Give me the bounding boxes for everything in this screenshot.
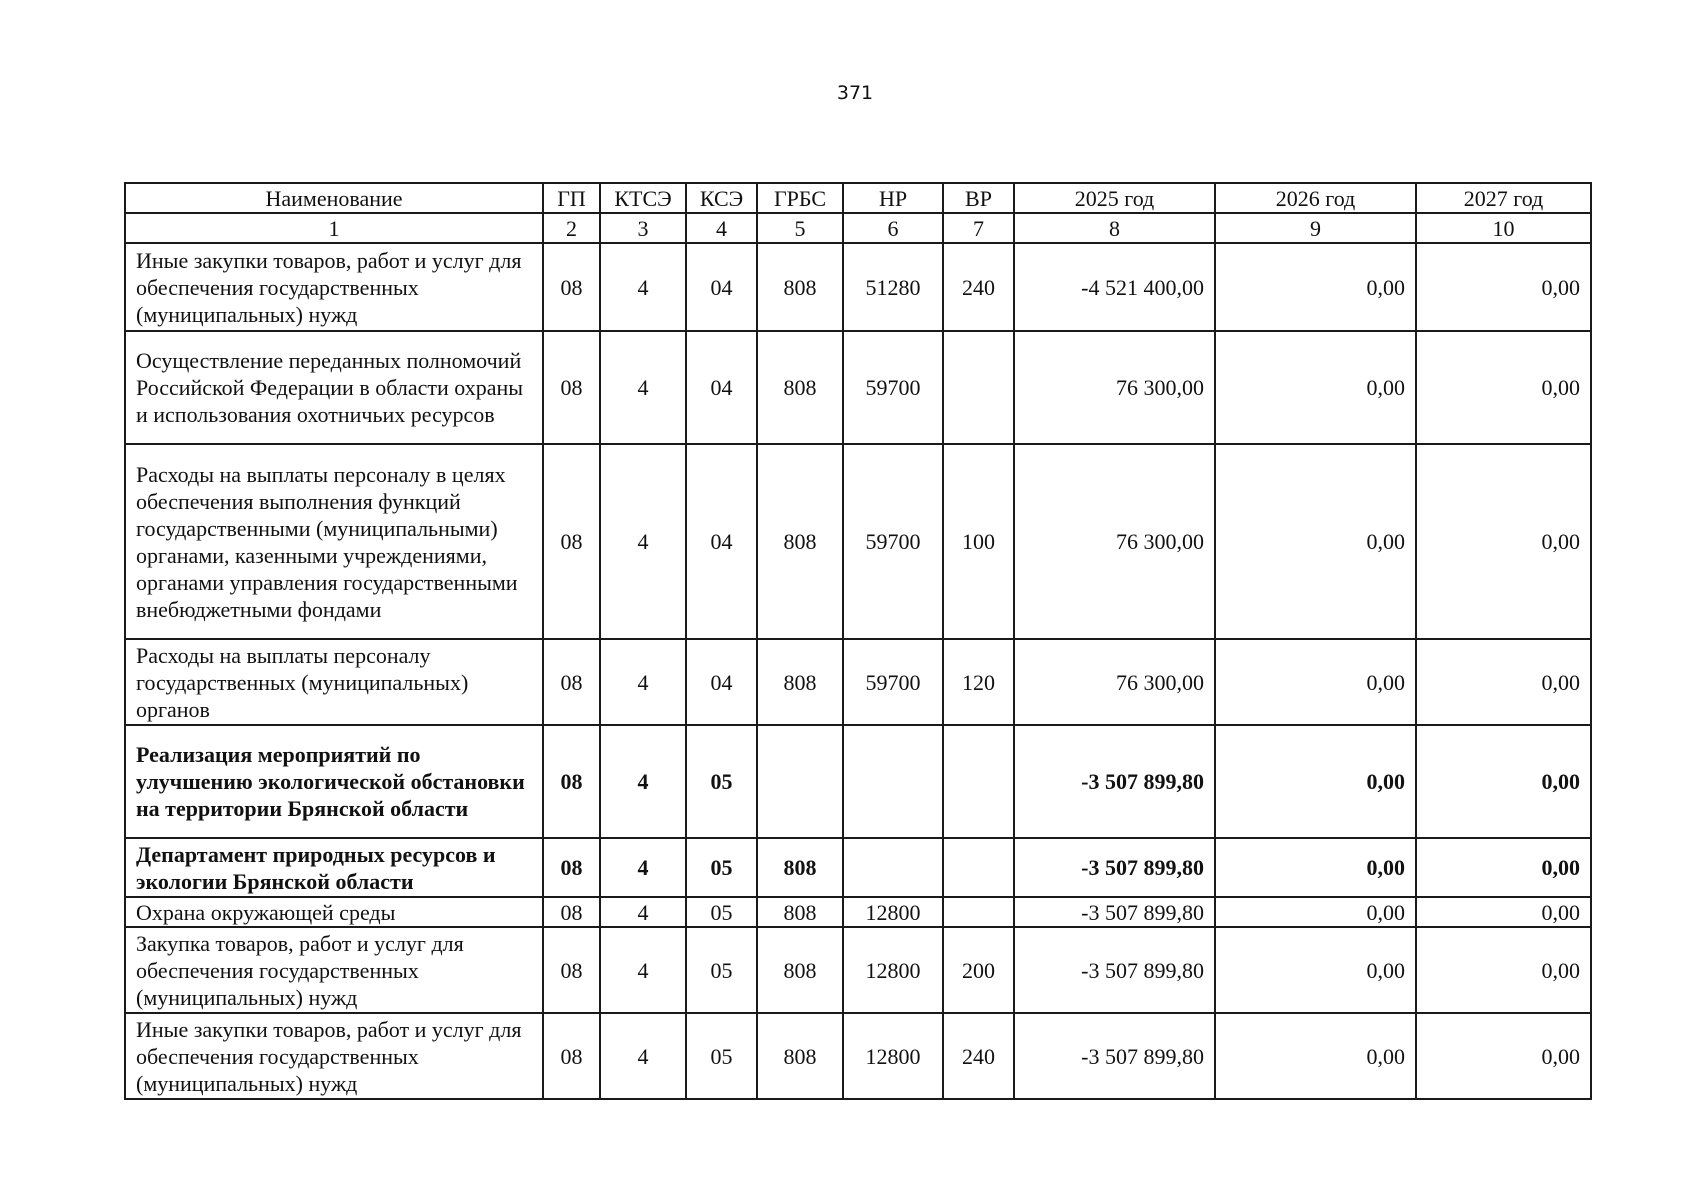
row-2026: 0,00	[1215, 725, 1416, 838]
row-2026: 0,00	[1215, 444, 1416, 639]
row-name: Иные закупки товаров, работ и услуг для обеспечения государственных (муниципальных) нужд	[125, 1013, 543, 1099]
row-2025: -3 507 899,80	[1014, 897, 1215, 927]
header-vr: ВР	[943, 183, 1014, 213]
row-vr	[943, 838, 1014, 897]
row-2026: 0,00	[1215, 639, 1416, 725]
table-row	[125, 444, 1591, 639]
row-nr: 59700	[843, 331, 943, 444]
row-name: Расходы на выплаты персоналу государственных (муниципальных) органов	[125, 639, 543, 725]
row-ktse: 4	[600, 927, 686, 1013]
row-kse: 04	[686, 639, 757, 725]
row-2025: 76 300,00	[1014, 639, 1215, 725]
row-2027: 0,00	[1416, 639, 1591, 725]
budget-table	[124, 182, 1592, 1100]
row-nr: 12800	[843, 927, 943, 1013]
row-grbs: 808	[757, 639, 843, 725]
header-2025: 2025 год	[1014, 183, 1215, 213]
row-2026: 0,00	[1215, 897, 1416, 927]
index-cell: 3	[600, 213, 686, 243]
row-name: Расходы на выплаты персоналу в целях обеспечения выполнения функций государственными (муниципальными) органами, казенными учреждениями, органами управления государственными внебюджетными фондами	[125, 444, 543, 639]
table-row	[125, 639, 1591, 725]
row-gp: 08	[543, 243, 600, 331]
page-number: 371	[836, 82, 874, 104]
row-ktse: 4	[600, 639, 686, 725]
row-grbs	[757, 725, 843, 838]
row-2026: 0,00	[1215, 927, 1416, 1013]
table-row	[125, 927, 1591, 1013]
row-2025: -3 507 899,80	[1014, 927, 1215, 1013]
header-nr: НР	[843, 183, 943, 213]
row-ktse: 4	[600, 838, 686, 897]
row-name: Реализация мероприятий по улучшению экологической обстановки на территории Брянской области	[125, 725, 543, 838]
row-vr: 240	[943, 1013, 1014, 1099]
header-2026: 2026 год	[1215, 183, 1416, 213]
row-kse: 05	[686, 897, 757, 927]
index-cell: 7	[943, 213, 1014, 243]
row-2025: -4 521 400,00	[1014, 243, 1215, 331]
row-2025: -3 507 899,80	[1014, 725, 1215, 838]
index-cell: 2	[543, 213, 600, 243]
header-name: Наименование	[125, 183, 543, 213]
row-name: Охрана окружающей среды	[125, 897, 543, 927]
row-kse: 05	[686, 838, 757, 897]
row-kse: 05	[686, 725, 757, 838]
row-2027: 0,00	[1416, 243, 1591, 331]
row-grbs: 808	[757, 331, 843, 444]
table-row	[125, 1013, 1591, 1099]
row-vr	[943, 897, 1014, 927]
row-kse: 04	[686, 331, 757, 444]
table-row	[125, 838, 1591, 897]
row-2026: 0,00	[1215, 1013, 1416, 1099]
index-cell: 5	[757, 213, 843, 243]
header-ktse: КТСЭ	[600, 183, 686, 213]
row-grbs: 808	[757, 927, 843, 1013]
row-2025: -3 507 899,80	[1014, 838, 1215, 897]
row-2027: 0,00	[1416, 1013, 1591, 1099]
row-vr: 120	[943, 639, 1014, 725]
row-kse: 05	[686, 1013, 757, 1099]
row-2027: 0,00	[1416, 897, 1591, 927]
row-ktse: 4	[600, 444, 686, 639]
row-nr	[843, 725, 943, 838]
row-nr	[843, 838, 943, 897]
row-grbs: 808	[757, 444, 843, 639]
row-ktse: 4	[600, 897, 686, 927]
index-cell: 4	[686, 213, 757, 243]
row-grbs: 808	[757, 897, 843, 927]
column-index-row	[125, 213, 1591, 243]
row-2027: 0,00	[1416, 331, 1591, 444]
row-2027: 0,00	[1416, 725, 1591, 838]
row-2025: 76 300,00	[1014, 444, 1215, 639]
row-nr: 12800	[843, 1013, 943, 1099]
header-gp: ГП	[543, 183, 600, 213]
row-2027: 0,00	[1416, 838, 1591, 897]
row-kse: 04	[686, 444, 757, 639]
row-gp: 08	[543, 725, 600, 838]
row-nr: 59700	[843, 444, 943, 639]
header-2027: 2027 год	[1416, 183, 1591, 213]
row-vr: 240	[943, 243, 1014, 331]
row-gp: 08	[543, 639, 600, 725]
row-2027: 0,00	[1416, 444, 1591, 639]
row-vr: 100	[943, 444, 1014, 639]
row-ktse: 4	[600, 243, 686, 331]
row-2025: 76 300,00	[1014, 331, 1215, 444]
row-vr: 200	[943, 927, 1014, 1013]
row-gp: 08	[543, 331, 600, 444]
table-row	[125, 331, 1591, 444]
index-cell: 8	[1014, 213, 1215, 243]
row-kse: 05	[686, 927, 757, 1013]
header-kse: КСЭ	[686, 183, 757, 213]
row-2026: 0,00	[1215, 331, 1416, 444]
row-gp: 08	[543, 897, 600, 927]
row-kse: 04	[686, 243, 757, 331]
row-gp: 08	[543, 927, 600, 1013]
index-cell: 6	[843, 213, 943, 243]
row-ktse: 4	[600, 1013, 686, 1099]
row-grbs: 808	[757, 243, 843, 331]
row-name: Иные закупки товаров, работ и услуг для обеспечения государственных (муниципальных) нужд	[125, 243, 543, 331]
row-name: Закупка товаров, работ и услуг для обеспечения государственных (муниципальных) нужд	[125, 927, 543, 1013]
index-cell: 9	[1215, 213, 1416, 243]
header-grbs: ГРБС	[757, 183, 843, 213]
header-row	[125, 183, 1591, 213]
row-gp: 08	[543, 444, 600, 639]
table-row	[125, 243, 1591, 331]
index-cell: 10	[1416, 213, 1591, 243]
row-gp: 08	[543, 1013, 600, 1099]
row-vr	[943, 331, 1014, 444]
row-2025: -3 507 899,80	[1014, 1013, 1215, 1099]
row-grbs: 808	[757, 838, 843, 897]
row-vr	[943, 725, 1014, 838]
row-name: Департамент природных ресурсов и экологии Брянской области	[125, 838, 543, 897]
row-ktse: 4	[600, 331, 686, 444]
row-2027: 0,00	[1416, 927, 1591, 1013]
row-grbs: 808	[757, 1013, 843, 1099]
row-name: Осуществление переданных полномочий Российской Федерации в области охраны и использования охотничьих ресурсов	[125, 331, 543, 444]
table-row	[125, 897, 1591, 927]
row-gp: 08	[543, 838, 600, 897]
row-ktse: 4	[600, 725, 686, 838]
index-cell: 1	[125, 213, 543, 243]
row-nr: 12800	[843, 897, 943, 927]
row-2026: 0,00	[1215, 243, 1416, 331]
row-2026: 0,00	[1215, 838, 1416, 897]
row-nr: 59700	[843, 639, 943, 725]
table-row	[125, 725, 1591, 838]
row-nr: 51280	[843, 243, 943, 331]
